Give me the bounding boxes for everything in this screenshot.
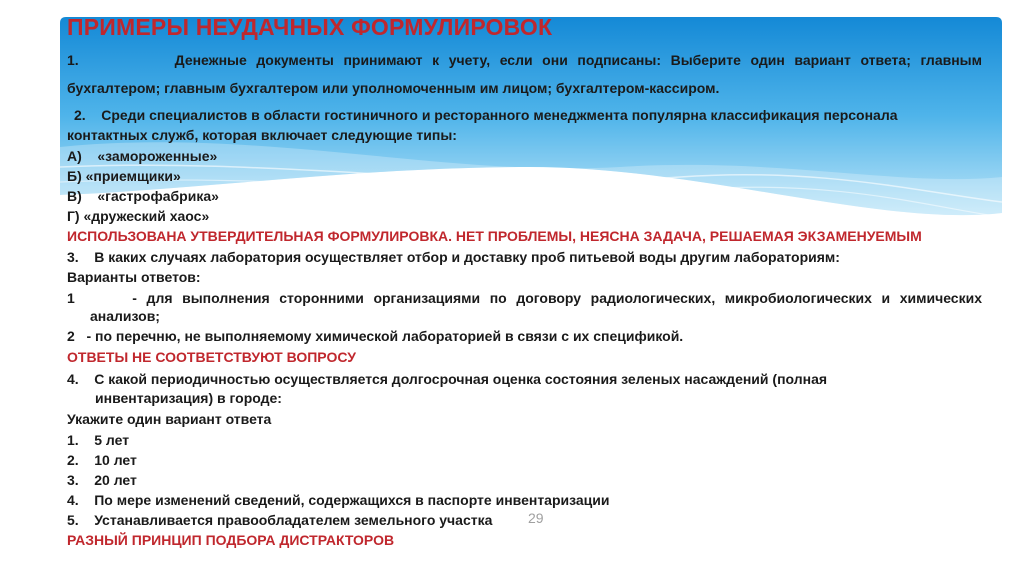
choice-3: 3. 20 лет — [67, 472, 137, 488]
instruction: Укажите один вариант ответа — [67, 411, 272, 427]
question-4-line-1: 4. С какой периодичностью осуществляется долгосрочная оценка состояния зеленых насаждений (полная — [67, 371, 828, 387]
verdict-2: ОТВЕТЫ НЕ СООТВЕТСТВУЮТ ВОПРОСУ — [67, 349, 356, 365]
page-number: 29 — [528, 510, 544, 526]
question-2-line-1: 2. Среди специалистов в области гостиничного и ресторанного менеджмента популярна классификация персонала — [74, 107, 898, 123]
choice-5: 5. Устанавливается правообладателем земельного участка — [67, 512, 493, 528]
option-v: В) «гастрофабрика» — [67, 188, 219, 204]
question-3: 3. В каких случаях лаборатория осуществляет отбор и доставку проб питьевой воды другим лабораториям: — [67, 249, 840, 265]
question-2-line-2: контактных служб, которая включает следующие типы: — [67, 127, 457, 143]
question-1-line-1: 1. Денежные документы принимают к учету, если они подписаны: Выберите один вариант ответа; главным — [67, 52, 982, 68]
question-1-line-2: бухгалтером; главным бухгалтером или уполномоченным им лицом; бухгалтером-кассиром. — [67, 80, 720, 96]
slide-title: ПРИМЕРЫ НЕУДАЧНЫХ ФОРМУЛИРОВОК — [67, 14, 553, 40]
question-4-line-2: инвентаризация) в городе: — [95, 390, 282, 406]
option-b: Б) «приемщики» — [67, 168, 181, 184]
wave-background — [60, 17, 1002, 557]
verdict-3: РАЗНЫЙ ПРИНЦИП ПОДБОРА ДИСТРАКТОРОВ — [67, 532, 395, 548]
answer-1-line-2: анализов; — [90, 308, 160, 324]
option-a: А) «замороженные» — [67, 148, 218, 164]
answer-1-line-1: 1 - для выполнения сторонними организациями по договору радиологических, микробиологических и химических — [67, 290, 982, 306]
verdict-1: ИСПОЛЬЗОВАНА УТВЕРДИТЕЛЬНАЯ ФОРМУЛИРОВКА. НЕТ ПРОБЛЕМЫ, НЕЯСНА ЗАДАЧА, РЕШАЕМАЯ ЭКЗАМЕНУЕМЫМ — [67, 228, 922, 244]
choice-4: 4. По мере изменений сведений, содержащихся в паспорте инвентаризации — [67, 492, 610, 508]
answers-heading: Варианты ответов: — [67, 269, 201, 285]
choice-1: 1. 5 лет — [67, 432, 130, 448]
choice-2: 2. 10 лет — [67, 452, 137, 468]
answer-2: 2 - по перечню, не выполняемому химической лабораторией в связи с их спецификой. — [67, 328, 684, 344]
option-g: Г) «дружеский хаос» — [67, 208, 210, 224]
